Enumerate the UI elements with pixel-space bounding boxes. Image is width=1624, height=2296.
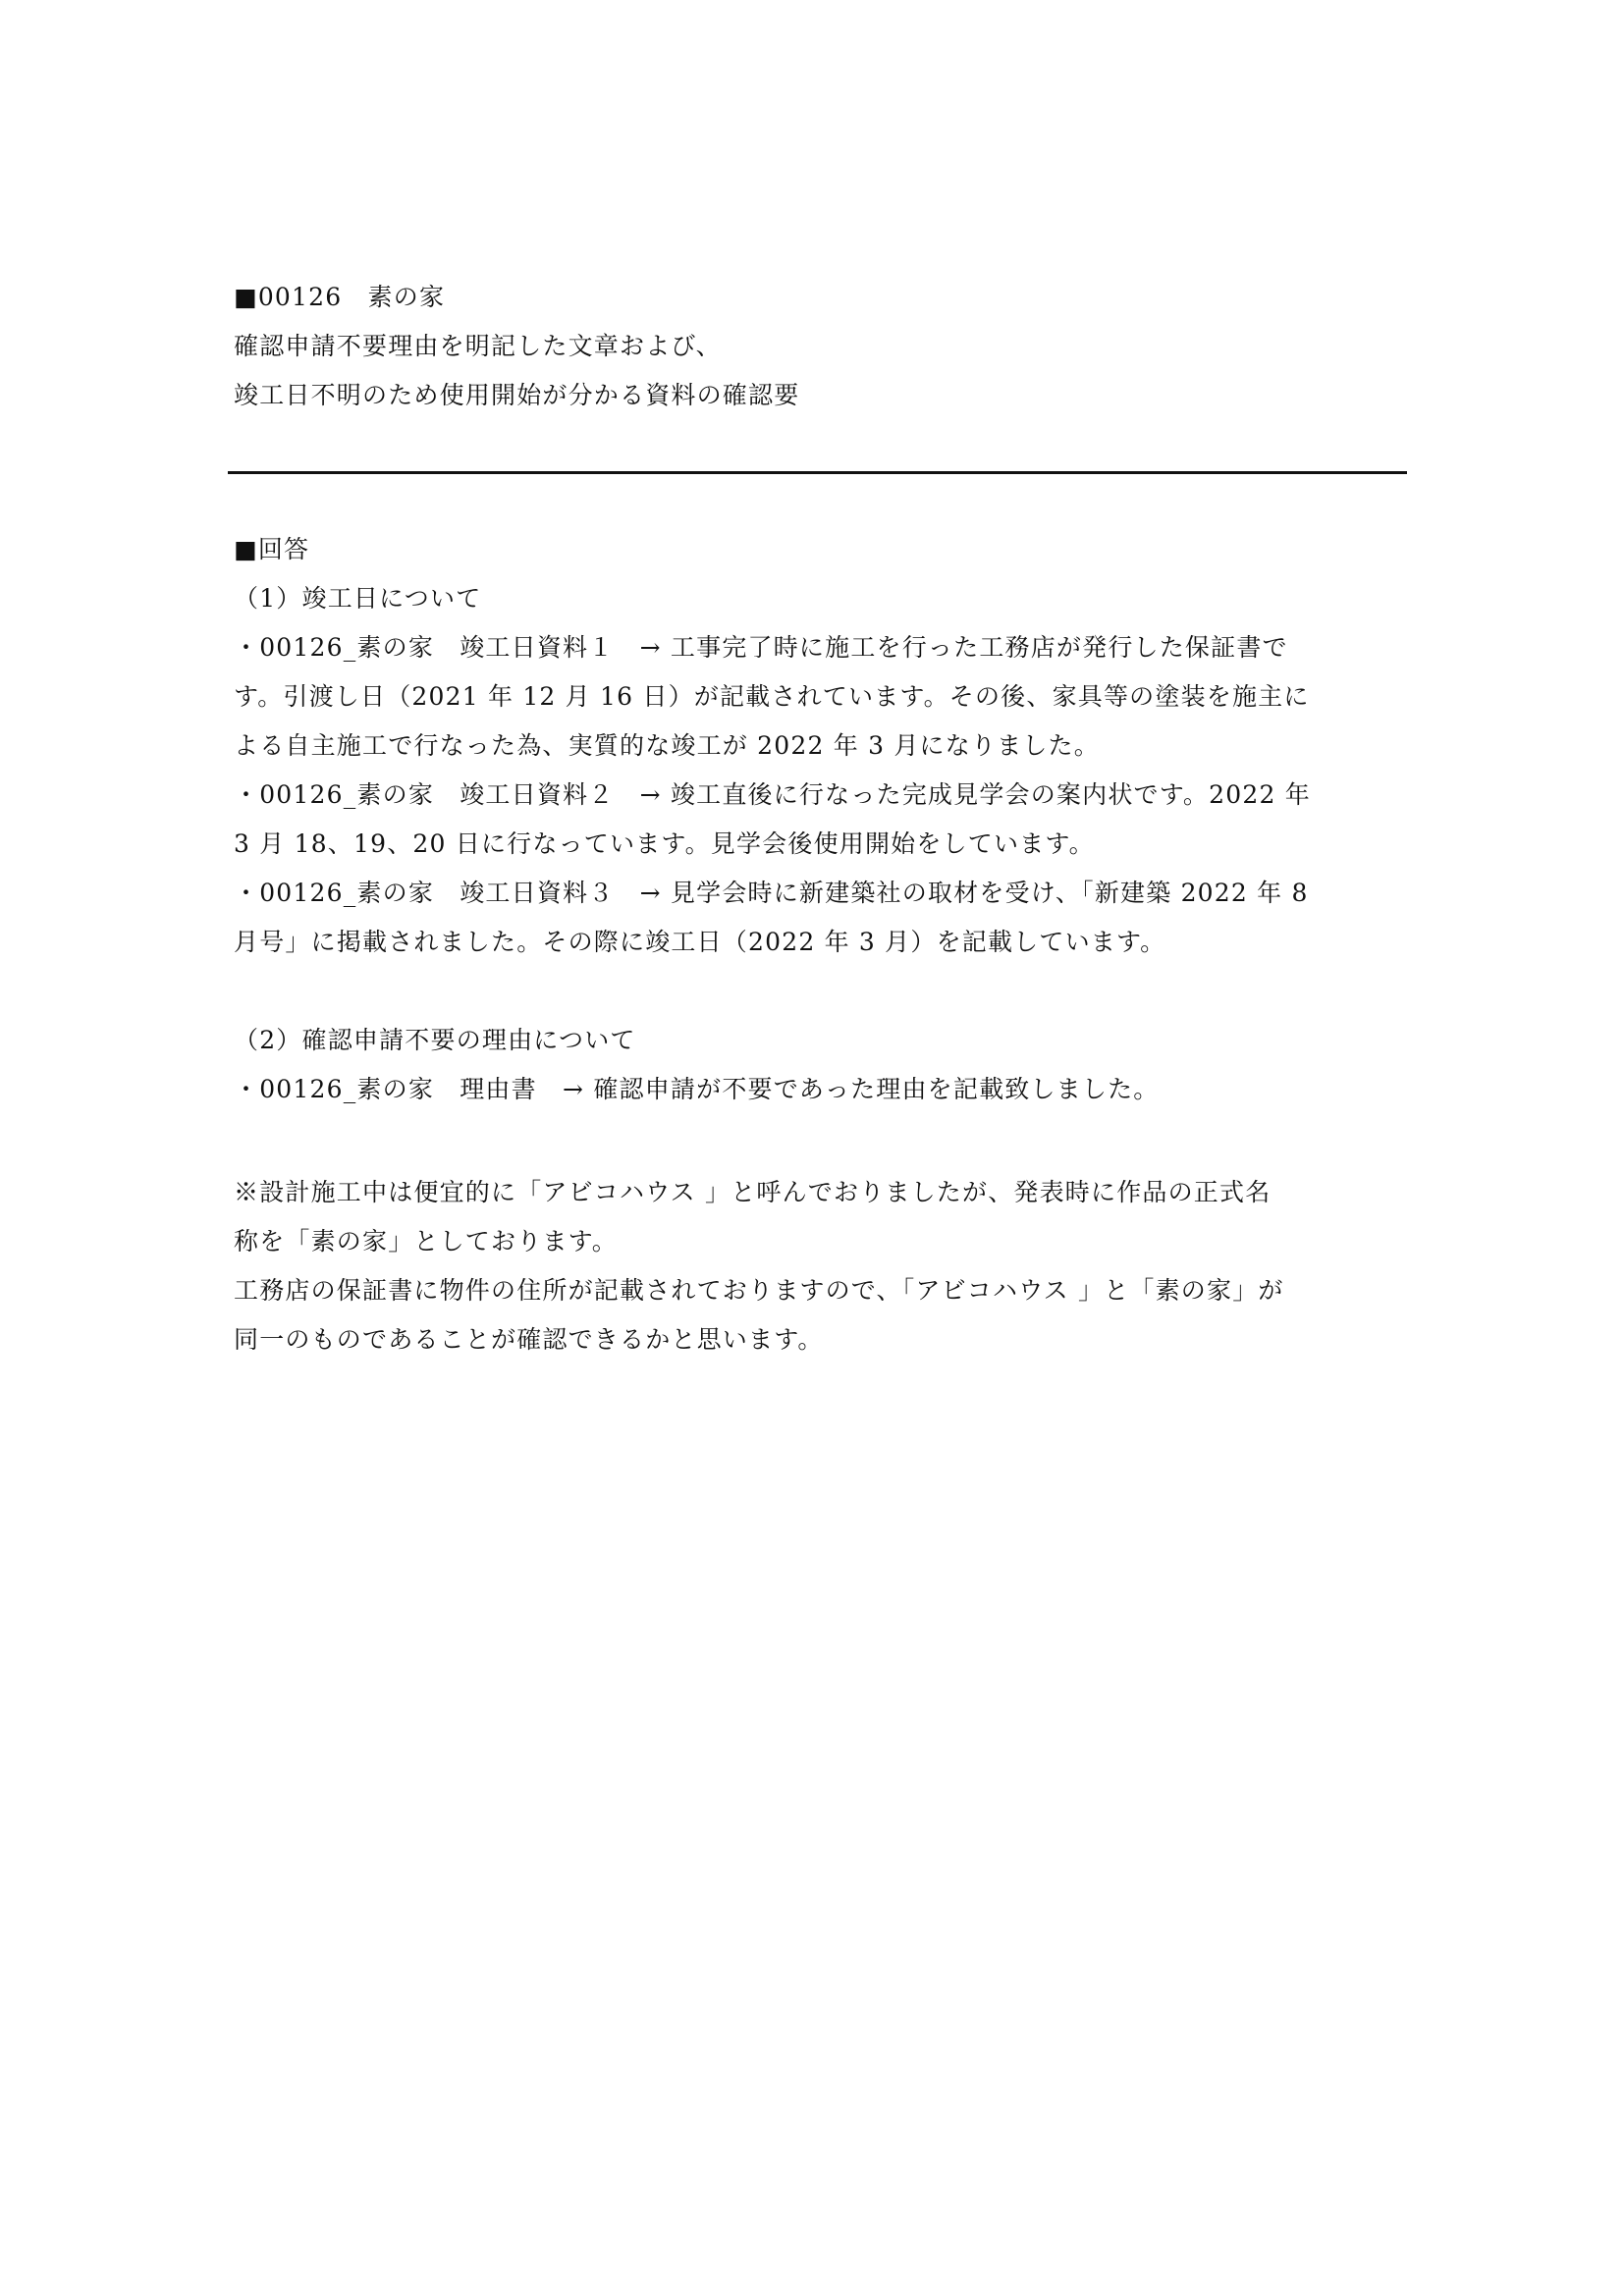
- note-block: [234, 1168, 1412, 1364]
- section1-line: す。引渡し日（2021 年 12 月 16 日）が記載されています。その後、家具等の塗装を施主に: [234, 682, 1310, 711]
- section2-title: （2）確認申請不要の理由について: [234, 1026, 636, 1054]
- paragraph-gap: [234, 967, 1412, 1016]
- answer-block: [234, 525, 1412, 1114]
- section1-line: ・00126_素の家 竣工日資料１ → 工事完了時に施工を行った工務店が発行した保証書で: [234, 633, 1288, 662]
- section1-line: ・00126_素の家 竣工日資料３ → 見学会時に新建築社の取材を受け、「新建築 2022 年 8: [234, 879, 1309, 907]
- request-line: 竣工日不明のため使用開始が分かる資料の確認要: [234, 381, 800, 409]
- section1-line: 3 月 18、19、20 日に行なっています。見学会後使用開始をしています。: [234, 829, 1095, 858]
- note-line: 同一のものであることが確認できるかと思います。: [234, 1325, 824, 1354]
- section1-title: （1）竣工日について: [234, 584, 482, 613]
- answer-heading: ■回答: [234, 535, 310, 563]
- section1-line: 月号」に掲載されました。その際に竣工日（2022 年 3 月）を記載しています。: [234, 928, 1166, 956]
- request-line: 確認申請不要理由を明記した文章および、: [234, 332, 722, 360]
- note-line: 工務店の保証書に物件の住所が記載されておりますので、「アビコハウス 」と「素の家」が: [234, 1276, 1284, 1305]
- section2-line: ・00126_素の家 理由書 → 確認申請が不要であった理由を記載致しました。: [234, 1075, 1160, 1103]
- note-line: 称を「素の家」としております。: [234, 1227, 619, 1255]
- section1-line: ・00126_素の家 竣工日資料２ → 竣工直後に行なった完成見学会の案内状です。2022 年: [234, 780, 1311, 809]
- section-divider: [228, 471, 1407, 474]
- request-block: [234, 273, 1412, 420]
- request-heading: ■00126 素の家: [234, 283, 446, 311]
- note-line: ※設計施工中は便宜的に「アビコハウス 」と呼んでおりましたが、発表時に作品の正式名: [234, 1178, 1272, 1206]
- section1-line: よる自主施工で行なった為、実質的な竣工が 2022 年 3 月になりました。: [234, 731, 1100, 760]
